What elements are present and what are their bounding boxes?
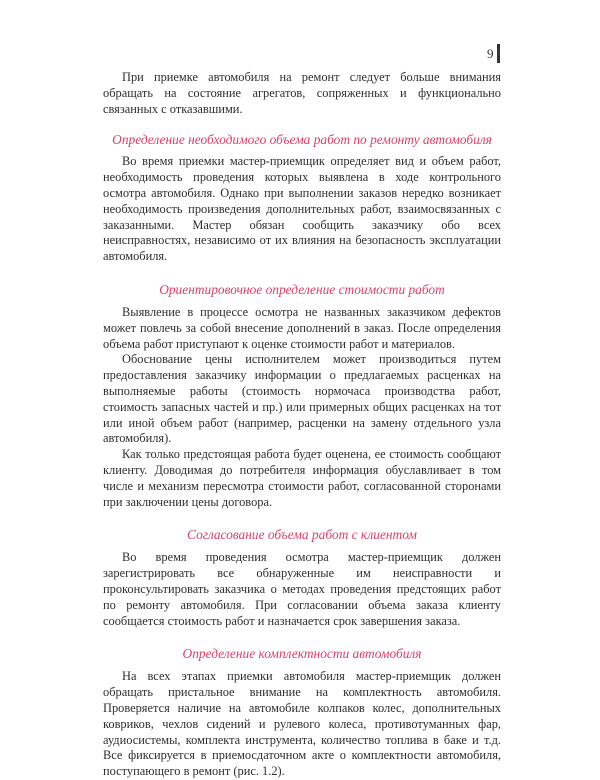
section-paragraph: Обоснование цены исполнителем может производиться путем предоставления заказчику информации о предлагаемых расценках на выполняемые работы (стоимость нормочаса производства работ, стоимость запасных частей и пр.) или примерных общих расценках на тот или иной объем работ (например, расценки на замену отдельного узла автомобиля).: [103, 352, 501, 446]
section-paragraph: Как только предстоящая работа будет оценена, ее стоимость сообщают клиенту. Доводимая до потребителя информация обуславливает в том числе и механизм пересмотра стоимости работ, согласованной сторонами при заключении цены договора.: [103, 447, 501, 509]
section-paragraph: На всех этапах приемки автомобиля мастер-приемщик должен обращать пристальное внимание на комплектность автомобиля. Проверяется наличие на автомобиле колпаков колес, дополнительных ковриков, чехлов сидений и рулевого колеса, противотуманных фар, аудиосистемы, комплекта инструмента, количество топлива в баке и т.д. Все фиксируется в приемосдаточном акте о комплектности автомобиля, поступающего в ремонт (рис. 1.2).: [103, 669, 501, 779]
page-body: [103, 70, 501, 780]
section-heading-client-agreement: Согласование объема работ с клиентом: [187, 527, 417, 543]
section-paragraph: Во время приемки мастер-приемщик определяет вид и объем работ, необходимость проведения которых выявлена в ходе контрольного осмотра автомобиля. Однако при выполнении заказов нередко возникает необходимость произведения дополнительных работ, взаимосвязанных с заказанными. Мастер обязан сообщить заказчику обо всех неисправностях, независимо от их влияния на безопасность эксплуатации автомобиля.: [103, 154, 501, 264]
page-number-bar: [497, 44, 500, 63]
section-heading-completeness: Определение комплектности автомобиля: [182, 646, 422, 662]
page-number: 9: [487, 46, 494, 61]
section-paragraph: Выявление в процессе осмотра не названных заказчиком дефектов может повлечь за собой внесение дополнений в заказ. После определения объема работ приступают к оценке стоимости работ и материалов.: [103, 304, 501, 351]
section-heading-cost-estimate: Ориентировочное определение стоимости работ: [159, 281, 445, 297]
intro-paragraph: При приемке автомобиля на ремонт следует больше внимания обращать на состояние агрегатов, сопряженных и функционально связанных с отказавшими.: [103, 70, 501, 116]
section-paragraph: Во время проведения осмотра мастер-приемщик должен зарегистрировать все обнаруженные им неисправности и проконсультировать заказчика о методах проведения предстоящих работ по ремонту автомобиля. При согласовании объема заказа клиенту сообщается стоимость работ и назначается срок завершения заказа.: [103, 550, 501, 628]
section-heading-work-scope: Определение необходимого объема работ по ремонту автомобиля: [112, 132, 492, 148]
